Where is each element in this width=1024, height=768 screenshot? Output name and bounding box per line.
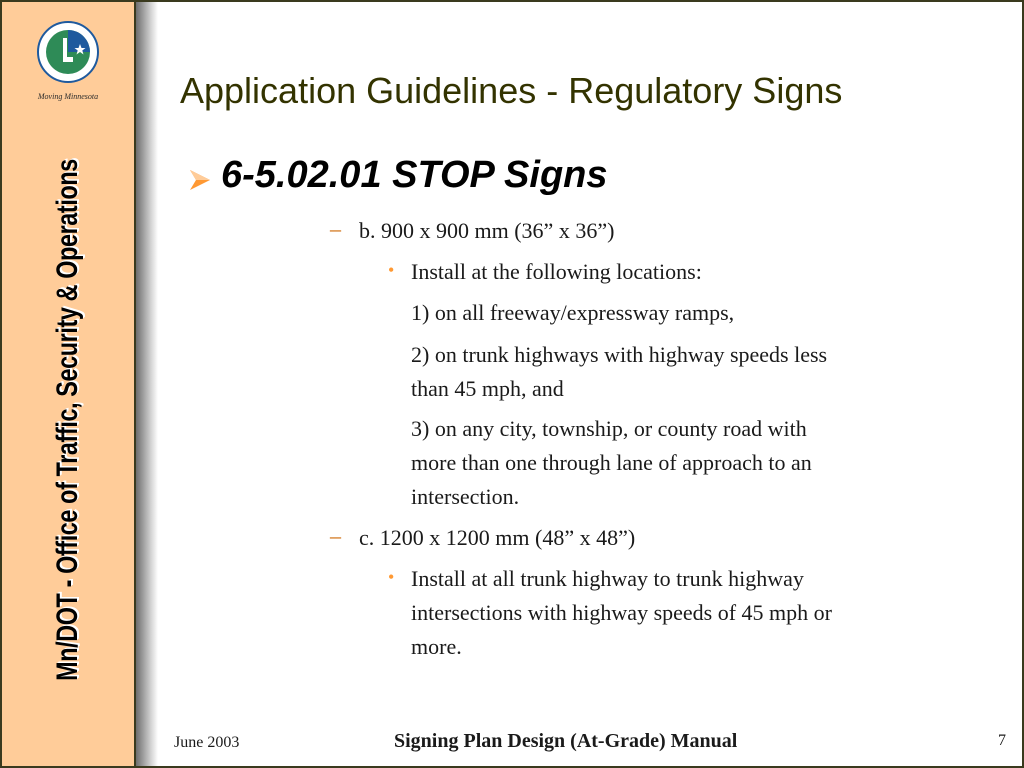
sub-item-text: c. 1200 x 1200 mm (48” x 48”) — [359, 525, 636, 550]
bullet-continuation-text: intersection. — [411, 484, 520, 509]
bullet-marker: • — [388, 567, 395, 587]
bullet-marker: • — [388, 260, 395, 280]
sub-item-text: b. 900 x 900 mm (36” x 36”) — [359, 218, 615, 243]
slide — [2, 2, 1022, 766]
sidebar-vertical-title: Mn/DOT - Office of Traffic, Security & Operations — [51, 159, 84, 681]
bullet-text: Install at the following locations: — [411, 259, 702, 284]
footer-date: June 2003 — [174, 734, 240, 751]
bullet-continuation-text: intersections with highway speeds of 45 mph or — [411, 600, 832, 625]
bullet-continuation-text: more. — [411, 634, 462, 659]
page-number: 7 — [998, 732, 1006, 749]
logo-tagline: Moving Minnesota — [37, 92, 99, 101]
bullet-continuation-text: 3) on any city, township, or county road with — [411, 416, 807, 441]
footer-title: Signing Plan Design (At-Grade) Manual — [394, 730, 738, 752]
sidebar-shadow — [136, 2, 158, 766]
sidebar — [2, 2, 136, 766]
dash-marker: – — [330, 216, 341, 241]
bullet-text: Install at all trunk highway to trunk highway — [411, 566, 804, 591]
arrow-bullet-icon — [188, 168, 212, 192]
mndot-logo-icon — [36, 20, 100, 84]
slide-title: Application Guidelines - Regulatory Signs — [180, 70, 843, 111]
dash-marker: – — [330, 523, 341, 548]
bullet-continuation-text: than 45 mph, and — [411, 376, 564, 401]
bullet-continuation-text: 2) on trunk highways with highway speeds less — [411, 342, 828, 367]
bullet-continuation-text: 1) on all freeway/expressway ramps, — [411, 300, 735, 325]
section-heading: 6-5.02.01 STOP Signs — [221, 154, 608, 196]
bullet-continuation-text: more than one through lane of approach to an — [411, 450, 812, 475]
